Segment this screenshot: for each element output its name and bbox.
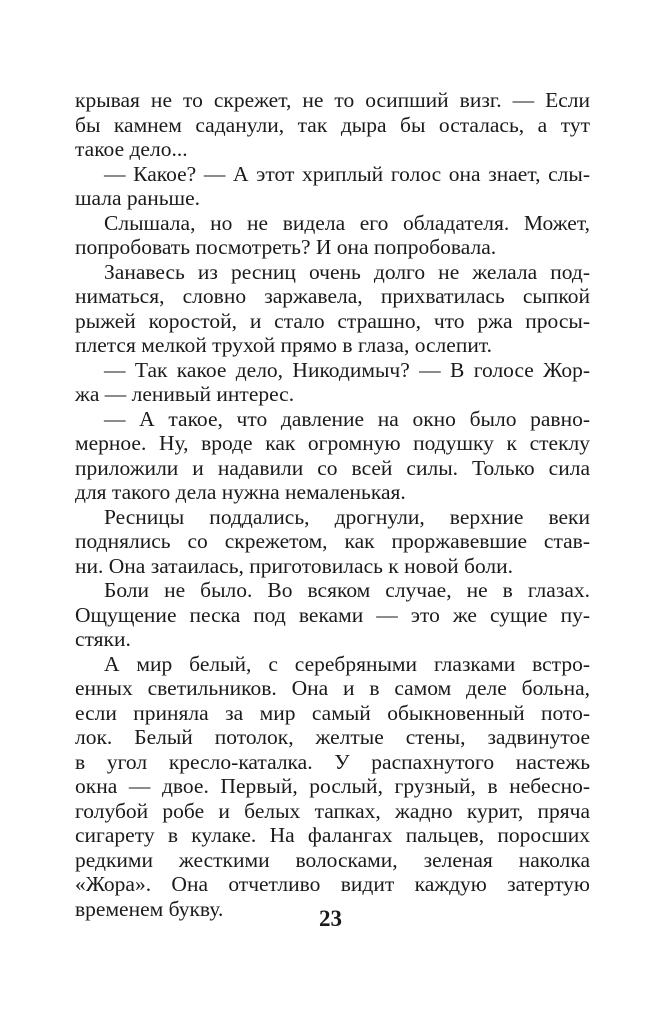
text-line: А мир белый, с серебряными глазками встро- (104, 651, 590, 676)
text-line: жа — ленивый интерес. (75, 382, 295, 406)
text-line: енных светильников. Она и в самом деле больна, (75, 676, 590, 700)
text-line: для такого дела нужна немаленькая. (75, 480, 406, 504)
text-line: попробовать посмотреть? И она попробовала. (75, 235, 497, 259)
text-line: Занавесь из ресниц очень долго не желала под- (104, 259, 590, 284)
text-line: Ресницы поддались, дрогнули, верхние веки (104, 504, 590, 529)
page-number: 23 (319, 906, 342, 931)
text-line: Боли не было. Во всяком случае, не в глазах. (104, 578, 590, 602)
text-line: временем букву. (75, 896, 224, 921)
text-line: рыжей коростой, и стало страшно, что ржа просы- (75, 308, 590, 333)
text-line: ниматься, словно заржавела, прихватилась сыпкой (75, 284, 590, 308)
text-line: поднялись со скрежетом, как проржавевшие став- (75, 529, 590, 553)
text-line: ни. Она затаилась, приготовилась к новой боли. (75, 553, 514, 578)
text-line: — Так какое дело, Никодимыч? — В голосе Жор- (104, 357, 590, 382)
text-line: шала раньше. (75, 186, 201, 210)
text-line: — А такое, что давление на окно было равно- (104, 406, 590, 431)
text-line: приложили и надавили со всей силы. Только сила (75, 455, 590, 480)
text-line: если приняла за мир самый обыкновенный пото- (75, 700, 590, 725)
text-line: Ощущение песка под веками — это же сущие пу- (75, 602, 590, 627)
text-line: Слышала, но не видела его обладателя. Может, (104, 210, 590, 235)
text-line: в угол кресло-каталка. У распахнутого настежь (75, 749, 590, 774)
text-line: сигарету в кулаке. На фалангах пальцев, поросших (75, 823, 590, 847)
text-line: «Жора». Она отчетливо видит каждую затертую (75, 872, 590, 896)
body-text (75, 88, 590, 921)
text-line: такое дело... (75, 137, 188, 161)
text-line: плется мелкой трухой прямо в глаза, ослепит. (75, 333, 492, 357)
text-line: редкими жесткими волосками, зеленая наколка (75, 847, 590, 872)
text-line: стяки. (75, 627, 131, 651)
text-line: лок. Белый потолок, желтые стены, задвинутое (75, 725, 590, 749)
text-line: бы камнем саданули, так дыра бы осталась, а тут (75, 112, 590, 137)
text-line: голубой робе и белых тапках, жадно курит, пряча (75, 798, 590, 823)
text-line: — Какое? — А этот хриплый голос она знает, слы- (104, 161, 590, 186)
text-line: крывая не то скрежет, не то осипший визг. — Если (75, 88, 590, 112)
text-line: мерное. Ну, вроде как огромную подушку к стеклу (75, 431, 590, 455)
text-line: окна — двое. Первый, рослый, грузный, в небесно- (75, 774, 590, 798)
